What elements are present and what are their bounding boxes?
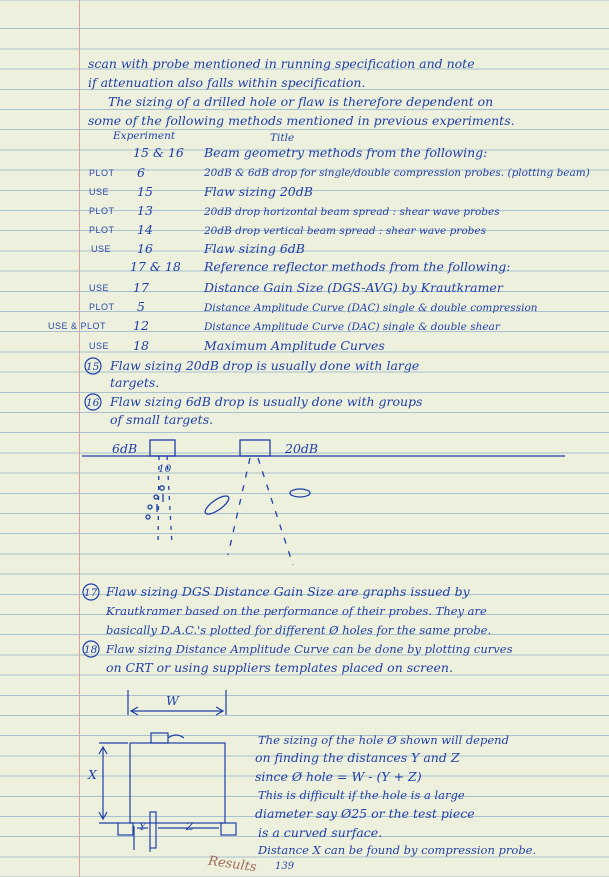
row-title: 20dB & 6dB drop for single/double compression probes. (plotting beam) <box>204 167 590 179</box>
note-18-line-2: on CRT or using suppliers templates placed on screen. <box>106 660 453 675</box>
top-probe <box>151 733 168 743</box>
row-title: Distance Gain Size (DGS-AVG) by Krautkramer <box>204 280 503 295</box>
probe-cable <box>168 735 184 738</box>
dim-w-label: W <box>166 693 179 708</box>
row-tag: PLOT <box>89 302 115 312</box>
col-title-header: Title <box>270 132 295 144</box>
label-20db: 20dB <box>285 441 319 456</box>
row-exp: 14 <box>137 222 153 237</box>
row-title: Maximum Amplitude Curves <box>204 338 385 353</box>
note-15-line-1: Flaw sizing 20dB drop is usually done with large <box>110 358 420 373</box>
explanation-line-6: is a curved surface. <box>258 825 383 840</box>
row-exp: 15 <box>137 184 153 199</box>
col-experiment-header: Experiment <box>113 130 176 142</box>
row-exp: 5 <box>137 299 145 314</box>
row-tag: USE <box>89 187 110 197</box>
note-15-number: 15 <box>86 361 100 373</box>
row-exp: 13 <box>137 203 153 218</box>
test-block <box>130 743 225 823</box>
note-17-line-2: Krautkramer based on the performance of their probes. They are <box>106 604 487 618</box>
note-15-line-2: targets. <box>110 375 160 390</box>
row-tag: PLOT <box>89 168 115 178</box>
label-hole-10: 10 <box>158 463 172 475</box>
note-17-line-1: Flaw sizing DGS Distance Gain Size are graphs issued by <box>106 584 470 599</box>
paragraph-line-4: some of the following methods mentioned in previous experiments. <box>88 113 515 128</box>
row-tag: USE & PLOT <box>48 321 107 331</box>
note-17-line-3: basically D.A.C.'s plotted for different Ø holes for the same probe. <box>106 623 492 637</box>
row-exp: 12 <box>133 318 149 333</box>
dim-y-label: Y <box>139 821 146 833</box>
note-16-line-2: of small targets. <box>110 412 214 427</box>
row-title: Beam geometry methods from the following: <box>204 145 488 160</box>
row-title: Distance Amplitude Curve (DAC) single & double shear <box>204 321 500 333</box>
explanation-line-2: on finding the distances Y and Z <box>255 750 460 765</box>
bottom-probe-right <box>221 823 236 835</box>
row-exp: 15 & 16 <box>133 145 184 160</box>
row-exp: 17 <box>133 280 149 295</box>
row-tag: PLOT <box>89 225 115 235</box>
row-title: Flaw sizing 6dB <box>204 241 305 256</box>
row-title: Flaw sizing 20dB <box>204 184 313 199</box>
row-exp: 18 <box>133 338 149 353</box>
explanation-line-1: The sizing of the hole Ø shown will depend <box>258 733 509 747</box>
note-16-number: 16 <box>86 397 100 409</box>
note-16-line-1: Flaw sizing 6dB drop is usually done with groups <box>110 394 423 409</box>
row-title: Distance Amplitude Curve (DAC) single & double compression <box>204 302 538 314</box>
label-6db: 6dB <box>112 441 138 456</box>
dim-x-label: X <box>88 767 97 782</box>
row-title: 20dB drop horizontal beam spread : shear wave probes <box>204 206 500 218</box>
explanation-line-5: diameter say Ø25 or the test piece <box>255 806 475 821</box>
pencil-note: Results <box>207 853 258 876</box>
row-exp: 17 & 18 <box>130 259 181 274</box>
explanation-line-7: Distance X can be found by compression probe. <box>258 843 537 857</box>
note-18-line-1: Flaw sizing Distance Amplitude Curve can be done by plotting curves <box>106 642 513 656</box>
paragraph-line-3: The sizing of a drilled hole or flaw is therefore dependent on <box>108 94 494 109</box>
explanation-line-4: This is difficult if the hole is a large <box>258 788 465 802</box>
paragraph-line-2: if attenuation also falls within specification. <box>88 75 366 90</box>
note-18-number: 18 <box>84 644 98 656</box>
bottom-probe-left <box>118 823 133 835</box>
explanation-line-3: since Ø hole = W - (Y + Z) <box>255 769 422 784</box>
row-exp: 16 <box>137 241 153 256</box>
paragraph-line-1: scan with probe mentioned in running specification and note <box>88 56 475 71</box>
row-title: 20dB drop vertical beam spread : shear wave probes <box>204 225 486 237</box>
page-number: 139 <box>275 861 295 872</box>
row-tag: PLOT <box>89 206 115 216</box>
drilled-hole <box>150 812 156 848</box>
row-title: Reference reflector methods from the following: <box>204 259 511 274</box>
row-tag: USE <box>91 244 112 254</box>
row-tag: USE <box>89 341 110 351</box>
row-tag: USE <box>89 283 110 293</box>
dim-z-label: Z <box>186 821 194 833</box>
note-17-number: 17 <box>84 587 98 599</box>
row-exp: 6 <box>137 165 145 180</box>
